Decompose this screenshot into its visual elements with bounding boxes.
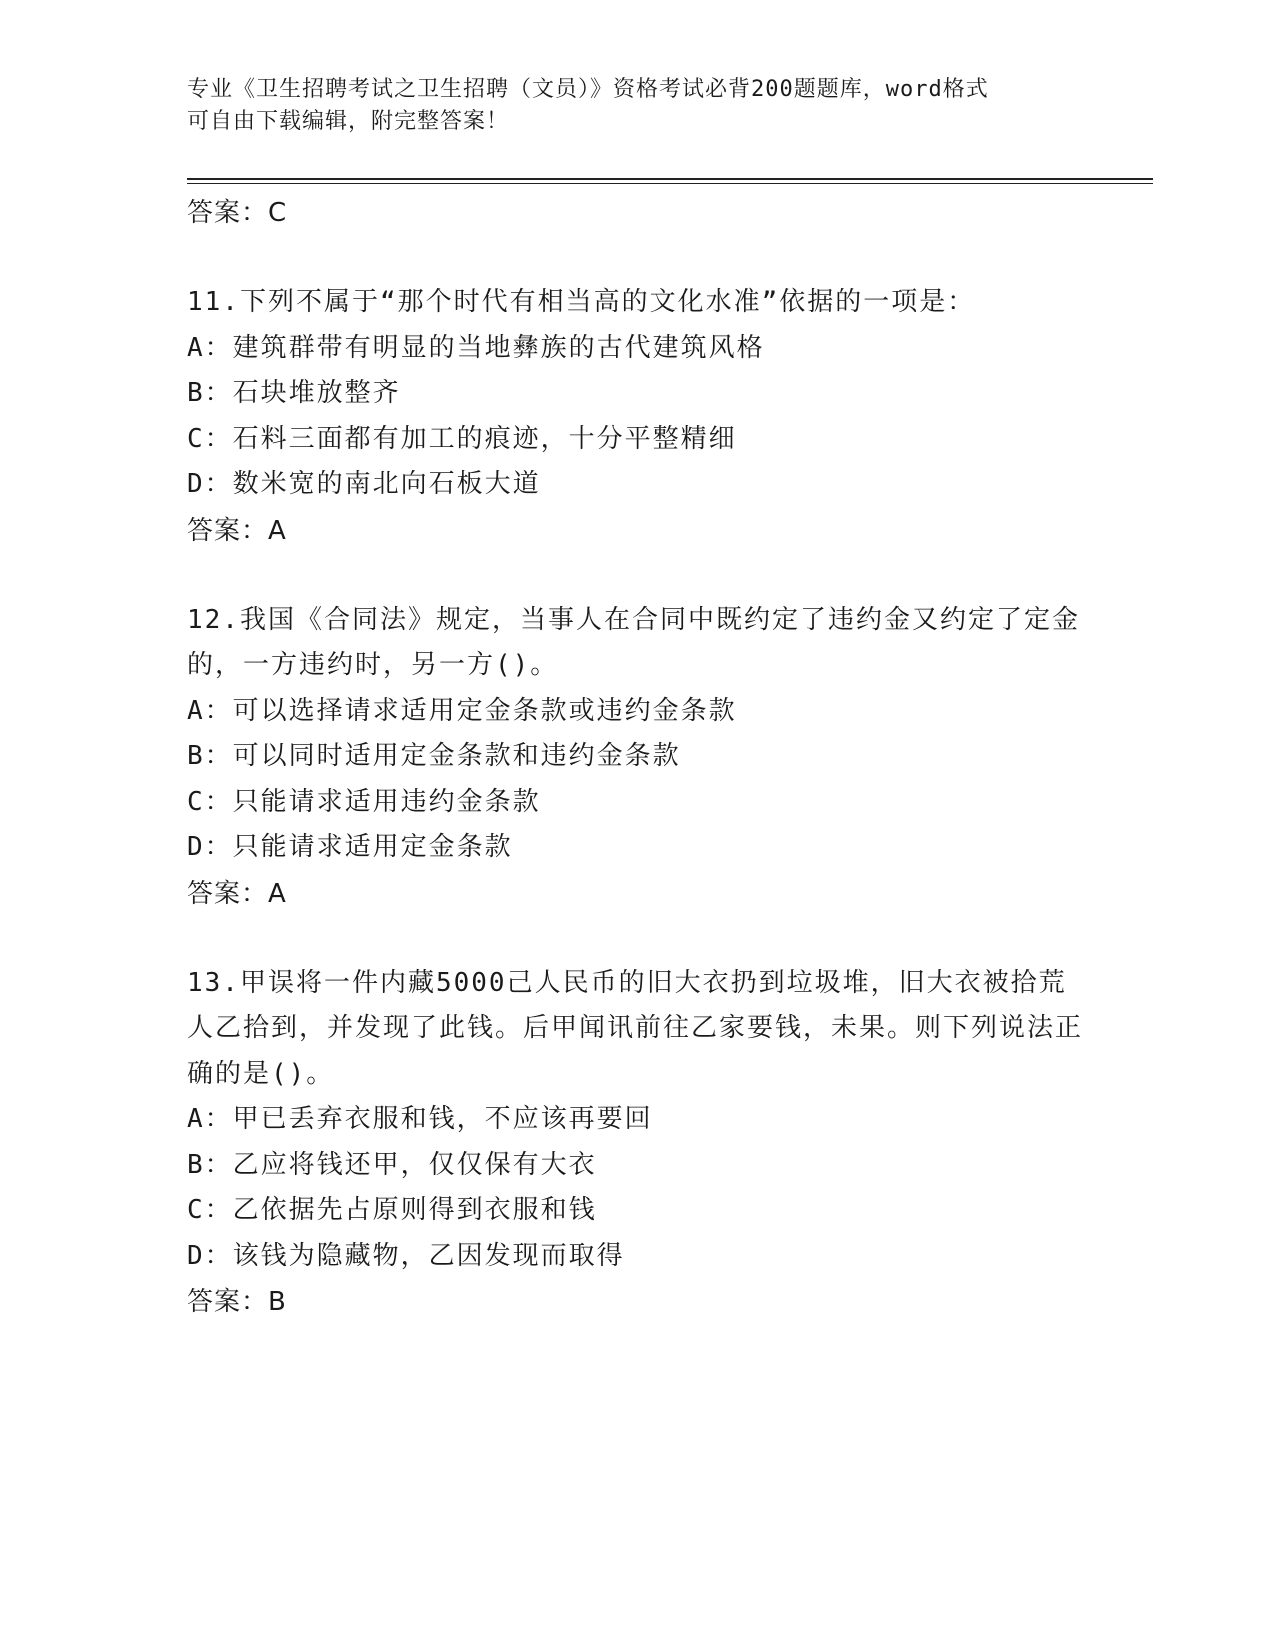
document-header [187, 74, 1067, 138]
answer: 答案：A [187, 515, 287, 546]
question-stem: 13.甲误将一件内藏5000己人民币的旧大衣扔到垃圾堆，旧大衣被拾荒人乙拾到，并发现了此钱。后甲闻讯前往乙家要钱，未果。则下列说法正确的是()。 [187, 967, 1084, 1089]
header-line-1: 专业《卫生招聘考试之卫生招聘（文员）》资格考试必背200题题库，word格式 [187, 77, 989, 102]
question-stem: 11.下列不属于“那个时代有相当高的文化水准”依据的一项是： [187, 287, 976, 317]
option-d: D：数米宽的南北向石板大道 [187, 469, 541, 499]
option-d: D：该钱为隐藏物，乙因发现而取得 [187, 1240, 625, 1271]
spacer [187, 554, 1087, 598]
option-c: C：乙依据先占原则得到衣服和钱 [187, 1195, 597, 1225]
spacer [187, 236, 1087, 280]
question-list [187, 190, 1087, 1325]
option-b: B：可以同时适用定金条款和违约金条款 [187, 741, 681, 771]
option-d: D：只能请求适用定金条款 [187, 832, 513, 862]
question-12 [187, 598, 1087, 917]
answer: 答案：B [187, 1287, 287, 1317]
header-rule-thin [187, 183, 1153, 184]
question-11 [187, 280, 1087, 554]
option-c: C：只能请求适用违约金条款 [187, 786, 541, 817]
answer: 答案：A [187, 878, 287, 909]
header-line-2: 可自由下载编辑，附完整答案！ [187, 109, 510, 134]
option-b: B：石块堆放整齐 [187, 378, 401, 408]
option-a: A：建筑群带有明显的当地彝族的古代建筑风格 [187, 332, 765, 363]
option-a: A：甲已丢弃衣服和钱，不应该再要回 [187, 1104, 653, 1134]
option-c: C：石料三面都有加工的痕迹，十分平整精细 [187, 423, 737, 454]
option-a: A：可以选择请求适用定金条款或违约金条款 [187, 695, 737, 726]
option-b: B：乙应将钱还甲，仅仅保有大衣 [187, 1149, 597, 1180]
question-stem: 12.我国《合同法》规定，当事人在合同中既约定了违约金又约定了定金的，一方违约时，另一方()。 [187, 604, 1080, 680]
previous-answer: 答案：C [187, 198, 288, 228]
header-rule-thick [187, 178, 1153, 180]
question-13 [187, 961, 1087, 1326]
spacer [187, 917, 1087, 961]
